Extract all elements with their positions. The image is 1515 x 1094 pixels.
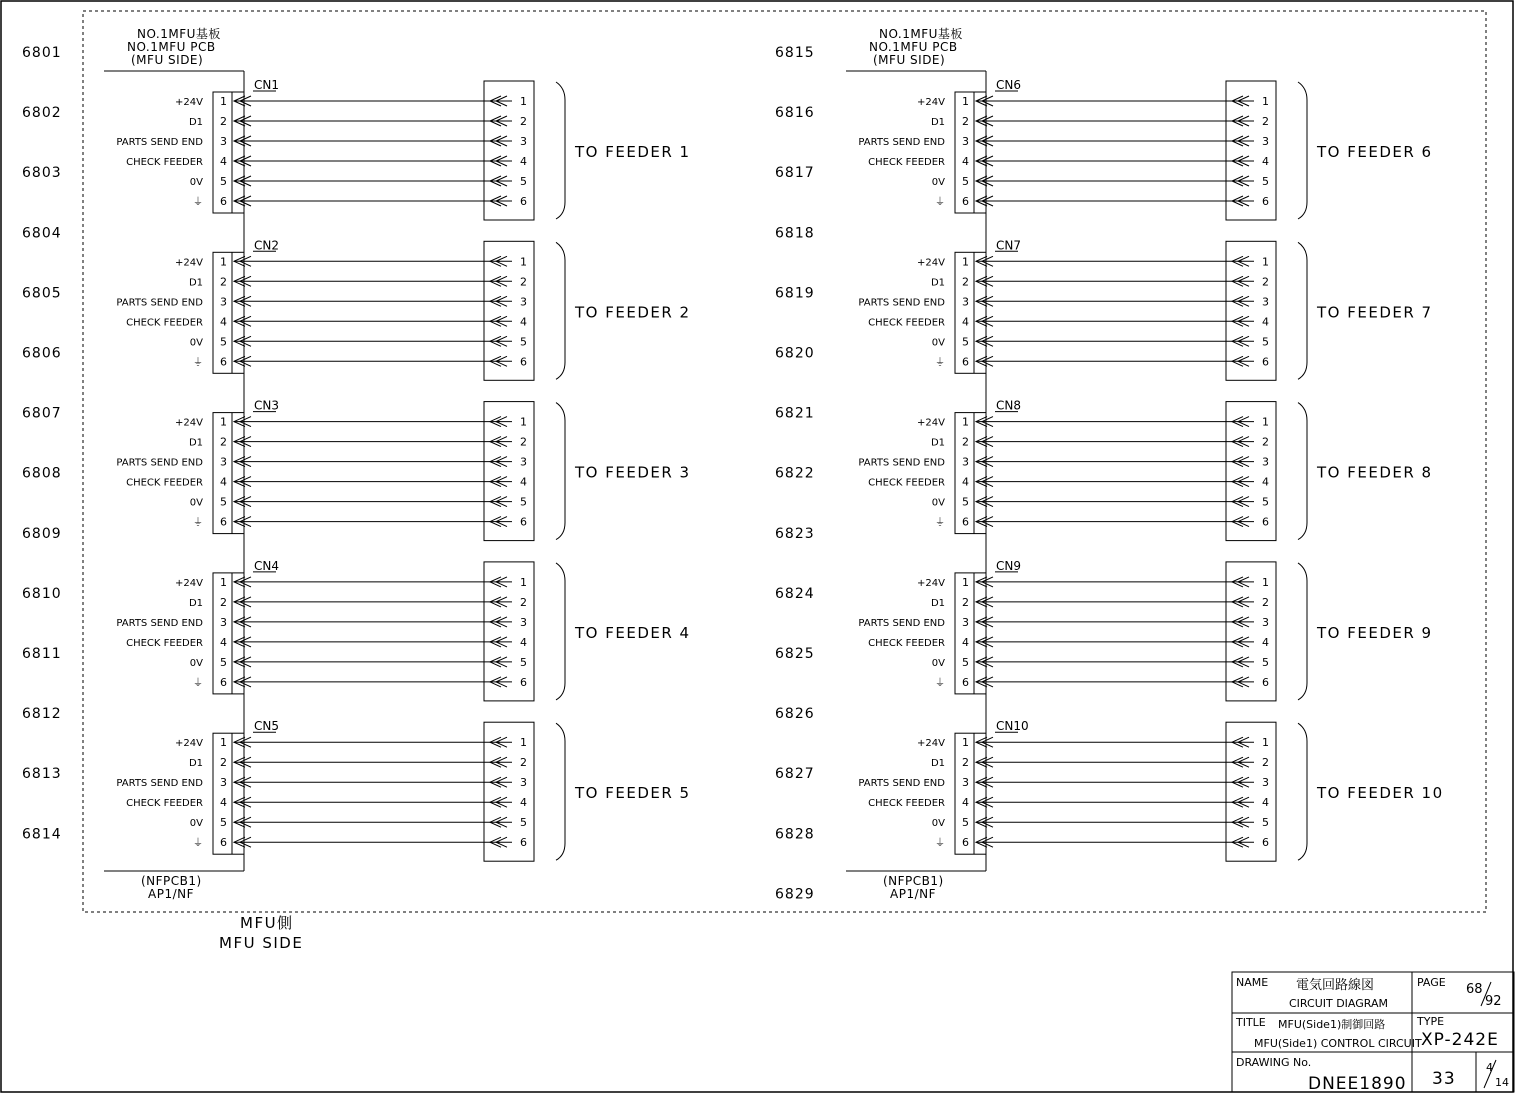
signal-label: D1	[930, 758, 945, 770]
row-number: 6816	[775, 105, 815, 122]
pin-number: 5	[962, 655, 969, 669]
pin-number: 4	[220, 475, 227, 489]
pin-number: 1	[520, 736, 527, 750]
pin-number: 5	[220, 175, 227, 188]
pin-number: 5	[1262, 175, 1269, 188]
pin-number: 4	[520, 635, 527, 649]
pin-number: 2	[520, 756, 527, 770]
pin-number: 6	[1262, 355, 1269, 369]
pin-number: 6	[1262, 515, 1269, 529]
pin-number: 5	[962, 175, 969, 188]
signal-label: +24V	[175, 577, 203, 589]
row-numbers-left	[22, 45, 62, 842]
signal-label: ⏚	[193, 838, 203, 850]
signal-label: CHECK FEEDER	[126, 317, 203, 329]
signal-label: +24V	[917, 417, 945, 429]
pin-number: 6	[520, 515, 527, 529]
signal-label: 0V	[931, 177, 945, 188]
title-jp: MFU(Side1)制御回路	[1278, 1018, 1386, 1031]
signal-label: ⏚	[935, 838, 945, 850]
signal-label: +24V	[917, 738, 945, 750]
row-number: 6827	[775, 766, 815, 783]
connector-label: CN2	[254, 238, 279, 253]
row-number: 6806	[22, 345, 62, 362]
page-total: 92	[1485, 994, 1502, 1009]
signal-label: ⏚	[193, 357, 203, 369]
pin-number: 5	[962, 495, 969, 509]
board-header-line: NO.1MFU基板	[137, 27, 221, 41]
pin-number: 6	[1262, 675, 1269, 689]
connector-cn1	[116, 78, 690, 220]
pin-number: 1	[962, 736, 969, 750]
board-header-line: NO.1MFU PCB	[869, 40, 958, 54]
pin-number: 5	[1262, 335, 1269, 349]
pin-number: 2	[520, 115, 527, 128]
row-number: 6814	[22, 826, 62, 843]
feeder-label: TO FEEDER 4	[575, 623, 691, 642]
pin-number: 2	[1262, 115, 1269, 128]
pin-number: 3	[220, 455, 227, 469]
signal-label: CHECK FEEDER	[126, 477, 203, 489]
pin-number: 1	[1262, 575, 1269, 589]
pin-number: 1	[962, 95, 969, 108]
pin-number: 6	[1262, 836, 1269, 850]
pin-number: 5	[220, 816, 227, 830]
pin-number: 3	[962, 455, 969, 469]
pin-number: 4	[1262, 475, 1269, 489]
pin-number: 4	[962, 635, 969, 649]
signal-label: 0V	[189, 177, 203, 188]
pin-number: 1	[220, 736, 227, 750]
signal-label: PARTS SEND END	[858, 137, 945, 148]
pin-number: 5	[962, 335, 969, 349]
connector-label: CN6	[996, 78, 1021, 92]
signal-label: PARTS SEND END	[116, 778, 203, 790]
pin-number: 2	[962, 435, 969, 449]
signal-label: +24V	[917, 97, 945, 108]
side-label-jp: MFU側	[240, 914, 294, 932]
connector-cn6	[858, 78, 1432, 220]
pin-number: 3	[520, 776, 527, 790]
row-number: 6810	[22, 585, 62, 602]
row-number: 6821	[775, 405, 815, 422]
signal-label: D1	[930, 117, 945, 128]
pin-number: 5	[962, 816, 969, 830]
pin-number: 1	[220, 95, 227, 108]
pin-number: 4	[1262, 796, 1269, 810]
pin-number: 4	[962, 475, 969, 489]
pin-number: 6	[220, 355, 227, 369]
signal-label: ⏚	[935, 357, 945, 369]
row-number: 6820	[775, 345, 815, 362]
signal-label: 0V	[189, 818, 203, 830]
title-label: TITLE	[1236, 1016, 1266, 1029]
pin-number: 5	[520, 175, 527, 188]
signal-label: 0V	[189, 657, 203, 669]
pin-number: 1	[1262, 95, 1269, 108]
signal-label: ⏚	[935, 197, 945, 208]
signal-label: PARTS SEND END	[858, 617, 945, 629]
signal-label: D1	[188, 117, 203, 128]
type-label: TYPE	[1417, 1015, 1445, 1028]
signal-label: D1	[188, 277, 203, 289]
pin-number: 4	[520, 796, 527, 810]
pin-number: 4	[520, 315, 527, 329]
connector-cn2	[116, 238, 690, 380]
signal-label: ⏚	[935, 517, 945, 529]
pin-number: 2	[220, 595, 227, 609]
row-number: 6804	[22, 225, 62, 242]
signal-label: CHECK FEEDER	[868, 157, 945, 168]
pin-number: 2	[220, 435, 227, 449]
signal-label: PARTS SEND END	[858, 297, 945, 309]
pin-number: 3	[962, 615, 969, 629]
pin-number: 2	[962, 756, 969, 770]
signal-label: PARTS SEND END	[116, 297, 203, 309]
signal-label: 0V	[931, 337, 945, 349]
pin-number: 6	[962, 836, 969, 850]
feeder-label: TO FEEDER 5	[575, 784, 691, 803]
row-number: 6803	[22, 165, 62, 182]
drawing-frame	[1, 1, 1513, 1092]
signal-label: 0V	[189, 497, 203, 509]
pin-number: 1	[962, 575, 969, 589]
pin-number: 1	[220, 415, 227, 429]
pin-number: 1	[962, 415, 969, 429]
connector-cn3	[116, 399, 690, 541]
signal-label: D1	[188, 437, 203, 449]
pin-number: 6	[1262, 195, 1269, 208]
signal-label: +24V	[175, 417, 203, 429]
pin-number: 3	[220, 776, 227, 790]
pin-number: 4	[1262, 635, 1269, 649]
pin-number: 5	[1262, 816, 1269, 830]
board-header-line: NO.1MFU PCB	[127, 40, 216, 54]
pin-number: 4	[962, 315, 969, 329]
row-number: 6808	[22, 465, 62, 482]
name-label: NAME	[1236, 976, 1269, 989]
row-number: 6802	[22, 105, 62, 122]
pin-number: 1	[520, 95, 527, 108]
connector-cn9	[858, 559, 1432, 701]
row-number: 6817	[775, 165, 815, 182]
pin-number: 6	[220, 675, 227, 689]
pin-number: 2	[1262, 756, 1269, 770]
title-block	[1232, 972, 1514, 1094]
signal-label: D1	[188, 597, 203, 609]
pin-number: 4	[220, 635, 227, 649]
boards	[104, 26, 1444, 901]
pin-number: 4	[1262, 155, 1269, 168]
pin-number: 6	[520, 195, 527, 208]
pin-number: 4	[220, 796, 227, 810]
signal-label: 0V	[189, 337, 203, 349]
title-en: MFU(Side1) CONTROL CIRCUIT	[1254, 1037, 1422, 1050]
row-number: 6818	[775, 225, 815, 242]
feeder-label: TO FEEDER 2	[575, 303, 691, 322]
row-number: 6829	[775, 886, 815, 903]
pin-number: 4	[520, 155, 527, 168]
connector-label: CN7	[996, 238, 1021, 253]
pin-number: 3	[520, 295, 527, 309]
connector-label: CN3	[254, 398, 279, 413]
row-number: 6807	[22, 405, 62, 422]
pin-number: 4	[220, 155, 227, 168]
pin-number: 6	[220, 836, 227, 850]
pin-number: 2	[220, 756, 227, 770]
pin-number: 6	[520, 675, 527, 689]
signal-label: D1	[188, 758, 203, 770]
signal-label: D1	[930, 437, 945, 449]
row-number: 6805	[22, 285, 62, 302]
signal-label: CHECK FEEDER	[126, 157, 203, 168]
mfu-board-2	[846, 26, 1444, 901]
board-footer-line: AP1/NF	[890, 887, 937, 901]
pin-number: 4	[220, 315, 227, 329]
pin-number: 3	[520, 615, 527, 629]
pin-number: 4	[962, 155, 969, 168]
pin-number: 3	[1262, 615, 1269, 629]
pin-number: 2	[1262, 435, 1269, 449]
row-number: 6826	[775, 706, 815, 723]
pin-number: 4	[520, 475, 527, 489]
feeder-label: TO FEEDER 7	[1317, 303, 1433, 322]
pin-number: 2	[220, 275, 227, 289]
page-label: PAGE	[1417, 976, 1446, 989]
pin-number: 5	[220, 495, 227, 509]
signal-label: +24V	[175, 738, 203, 750]
row-number: 6823	[775, 525, 815, 542]
signal-label: PARTS SEND END	[116, 457, 203, 469]
connector-cn7	[858, 238, 1432, 380]
signal-label: +24V	[175, 257, 203, 269]
signal-label: +24V	[917, 577, 945, 589]
signal-label: D1	[930, 277, 945, 289]
pin-number: 1	[1262, 415, 1269, 429]
connector-label: CN9	[996, 558, 1021, 573]
feeder-label: TO FEEDER 3	[575, 463, 691, 482]
pin-number: 2	[520, 595, 527, 609]
signal-label: +24V	[175, 97, 203, 108]
pin-number: 1	[520, 575, 527, 589]
pin-number: 5	[1262, 495, 1269, 509]
pin-number: 3	[962, 135, 969, 148]
pin-number: 5	[520, 495, 527, 509]
connector-label: CN1	[254, 78, 279, 92]
signal-label: ⏚	[935, 677, 945, 689]
pin-number: 3	[1262, 135, 1269, 148]
connector-label: CN5	[254, 719, 279, 734]
pin-number: 5	[220, 655, 227, 669]
pin-number: 4	[1262, 315, 1269, 329]
board-header-line: NO.1MFU基板	[879, 27, 963, 41]
signal-label: CHECK FEEDER	[868, 798, 945, 810]
board-footer-line: AP1/NF	[148, 887, 195, 901]
name-en: CIRCUIT DIAGRAM	[1289, 997, 1388, 1010]
feeder-label: TO FEEDER 10	[1317, 784, 1444, 803]
row-number: 6822	[775, 465, 815, 482]
pin-number: 5	[520, 655, 527, 669]
signal-label: 0V	[931, 657, 945, 669]
pin-number: 3	[1262, 295, 1269, 309]
pin-number: 1	[1262, 736, 1269, 750]
row-number: 6824	[775, 585, 815, 602]
pin-number: 3	[962, 295, 969, 309]
pin-number: 6	[520, 355, 527, 369]
type-value: XP-242E	[1421, 1030, 1499, 1050]
board-header-line: (MFU SIDE)	[873, 53, 946, 67]
row-number: 6813	[22, 766, 62, 783]
row-number: 6801	[22, 45, 62, 61]
signal-label: PARTS SEND END	[858, 457, 945, 469]
pin-number: 5	[520, 335, 527, 349]
signal-label: +24V	[917, 257, 945, 269]
pin-number: 1	[520, 415, 527, 429]
row-number: 6828	[775, 826, 815, 843]
feeder-label: TO FEEDER 9	[1317, 623, 1433, 642]
board-footer-line: (NFPCB1)	[883, 874, 944, 888]
connector-cn10	[858, 719, 1443, 861]
pin-number: 5	[220, 335, 227, 349]
pin-number: 6	[962, 195, 969, 208]
pin-number: 1	[962, 255, 969, 269]
pin-number: 1	[220, 575, 227, 589]
connector-cn4	[116, 559, 690, 701]
connector-cn5	[116, 719, 690, 861]
pin-number: 5	[520, 816, 527, 830]
pin-number: 6	[962, 675, 969, 689]
drawing-label: DRAWING No.	[1236, 1056, 1312, 1069]
feeder-label: TO FEEDER 1	[575, 143, 691, 161]
signal-label: 0V	[931, 818, 945, 830]
signal-label: ⏚	[193, 677, 203, 689]
pin-number: 6	[962, 355, 969, 369]
signal-label: CHECK FEEDER	[868, 477, 945, 489]
pin-number: 2	[220, 115, 227, 128]
pin-number: 3	[1262, 455, 1269, 469]
pin-number: 4	[962, 796, 969, 810]
connector-cn8	[858, 399, 1432, 541]
pin-number: 2	[962, 595, 969, 609]
pin-number: 3	[220, 615, 227, 629]
connector-label: CN10	[996, 719, 1029, 734]
sheet-total: 14	[1495, 1076, 1509, 1089]
pin-number: 3	[220, 135, 227, 148]
side-label-en: MFU SIDE	[219, 934, 304, 952]
row-number: 6825	[775, 646, 815, 662]
signal-label: 0V	[931, 497, 945, 509]
pin-number: 3	[520, 135, 527, 148]
signal-label: PARTS SEND END	[858, 778, 945, 790]
signal-label: CHECK FEEDER	[868, 317, 945, 329]
signal-label: D1	[930, 597, 945, 609]
name-jp: 電気回路線図	[1296, 978, 1375, 993]
sheet-value: 33	[1432, 1069, 1456, 1089]
drawing-value: DNEE1890	[1308, 1074, 1407, 1094]
signal-label: CHECK FEEDER	[126, 637, 203, 649]
connector-label: CN4	[254, 558, 279, 573]
pin-number: 5	[1262, 655, 1269, 669]
page-number: 68	[1466, 982, 1483, 997]
row-number: 6815	[775, 45, 815, 61]
row-number: 6811	[22, 646, 62, 662]
signal-label: CHECK FEEDER	[868, 637, 945, 649]
pin-number: 2	[520, 275, 527, 289]
pin-number: 2	[962, 275, 969, 289]
pin-number: 1	[1262, 255, 1269, 269]
feeder-label: TO FEEDER 8	[1317, 463, 1433, 482]
pin-number: 6	[962, 515, 969, 529]
signal-label: PARTS SEND END	[116, 137, 203, 148]
sheet-number: 4	[1486, 1061, 1493, 1074]
pin-number: 6	[220, 195, 227, 208]
pin-number: 6	[220, 515, 227, 529]
pin-number: 3	[220, 295, 227, 309]
feeder-label: TO FEEDER 6	[1317, 143, 1433, 161]
pin-number: 3	[1262, 776, 1269, 790]
row-numbers-right	[775, 45, 815, 902]
signal-label: PARTS SEND END	[116, 617, 203, 629]
board-footer-line: (NFPCB1)	[141, 874, 202, 888]
pin-number: 3	[520, 455, 527, 469]
signal-label: ⏚	[193, 197, 203, 208]
pin-number: 6	[520, 836, 527, 850]
pin-number: 2	[520, 435, 527, 449]
connector-label: CN8	[996, 398, 1021, 413]
pin-number: 2	[962, 115, 969, 128]
row-number: 6812	[22, 706, 62, 723]
signal-label: ⏚	[193, 517, 203, 529]
mfu-board-1	[104, 26, 691, 901]
row-number: 6809	[22, 525, 62, 542]
pin-number: 3	[962, 776, 969, 790]
signal-label: CHECK FEEDER	[126, 798, 203, 810]
row-number: 6819	[775, 285, 815, 302]
pin-number: 2	[1262, 275, 1269, 289]
pin-number: 1	[220, 255, 227, 269]
board-header-line: (MFU SIDE)	[131, 53, 204, 67]
pin-number: 1	[520, 255, 527, 269]
pin-number: 2	[1262, 595, 1269, 609]
